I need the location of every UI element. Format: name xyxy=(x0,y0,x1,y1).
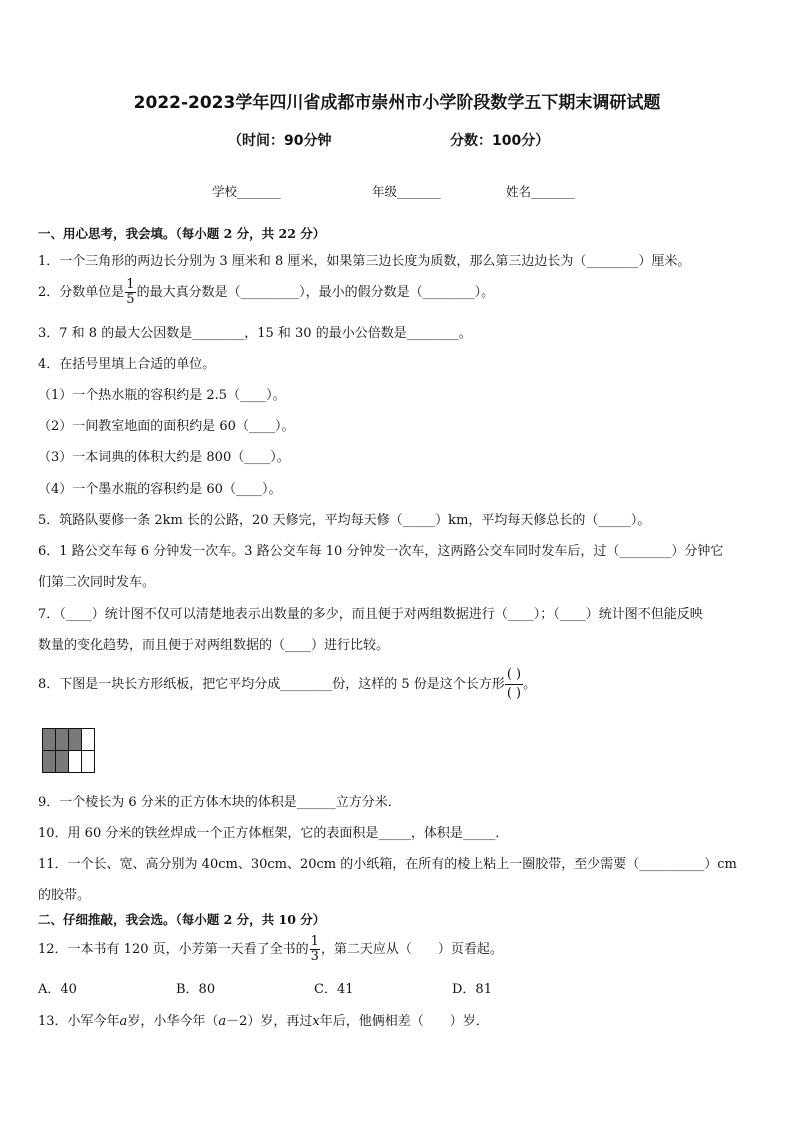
fraction-denominator: ( ) xyxy=(506,686,522,701)
q13-text-c: －2）岁，再过 xyxy=(226,1014,313,1029)
grid-cell-shaded xyxy=(56,729,69,751)
question-9: 9．一个棱长为 6 分米的正方体木块的体积是______立方分米． xyxy=(38,795,401,810)
q12-option-c: C．41 xyxy=(314,982,354,997)
fraction-numerator: 1 xyxy=(126,277,135,292)
grid-row xyxy=(43,729,95,751)
fraction-blank xyxy=(505,666,523,703)
question-4-2: （2）一间教室地面的面积约是 60（____）。 xyxy=(38,419,295,434)
exam-score: 分数：100分） xyxy=(450,133,550,149)
fraction xyxy=(310,935,320,964)
name-field: 姓名_______ xyxy=(506,184,575,199)
fraction-denominator: 3 xyxy=(310,949,319,964)
question-5: 5．筑路队要修一条 2km 长的公路，20 天修完，平均每天修（_____）km，平均每天修总长的（_____）。 xyxy=(38,513,651,528)
question-4: 4．在括号里填上合适的单位。 xyxy=(38,357,216,372)
q2-text-a: 2．分数单位是 xyxy=(38,285,125,300)
variable-x: x xyxy=(312,1014,320,1029)
grid-cell-shaded xyxy=(56,751,69,773)
exam-time: （时间：90分钟 xyxy=(228,133,332,149)
page-title: 2022-2023学年四川省成都市崇州市小学阶段数学五下期末调研试题 xyxy=(133,93,661,113)
question-6-line-1: 6．1 路公交车每 6 分钟发一次车。3 路公交车每 10 分钟发一次车，这两路公交车同时发车后，过（________）分钟它 xyxy=(38,544,724,559)
variable-a: a xyxy=(218,1014,227,1029)
grid-cell-empty xyxy=(82,751,95,773)
fraction-numerator: ( ) xyxy=(505,666,523,685)
q12-option-b: B．80 xyxy=(176,982,216,997)
section-1-heading: 一、用心思考，我会填。（每小题 2 分，共 22 分） xyxy=(38,226,326,241)
grid-cell-empty xyxy=(82,729,95,751)
question-11-line-1: 11．一个长、宽、高分别为 40cm、30cm、20cm 的小纸箱，在所有的棱上粘上一圈胶带，至少需要（__________）cm xyxy=(38,857,737,872)
question-7-line-2: 数量的变化趋势，而且便于对两组数据的（____）进行比较。 xyxy=(38,638,390,653)
fraction xyxy=(125,278,135,307)
question-1: 1．一个三角形的两边长分别为 3 厘米和 8 厘米，如果第三边长度为质数，那么第三边边长为（________）厘米。 xyxy=(38,254,691,269)
question-8 xyxy=(38,666,536,703)
question-4-1: （1）一个热水瓶的容积约是 2.5（____）。 xyxy=(38,388,286,403)
grid-cell-empty xyxy=(69,751,82,773)
q8-text-b: 。 xyxy=(523,677,537,692)
school-field: 学校_______ xyxy=(212,184,281,199)
grid-cell-shaded xyxy=(43,729,56,751)
q8-text-a: 8．下图是一块长方形纸板，把它平均分成________份，这样的 5 份是这个长方形 xyxy=(38,677,505,692)
grid-cell-shaded xyxy=(69,729,82,751)
question-2 xyxy=(38,278,494,307)
question-3: 3．7 和 8 的最大公因数是________，15 和 30 的最小公倍数是________。 xyxy=(38,326,472,341)
fraction-denominator: 5 xyxy=(126,292,135,307)
q12-option-a: A．40 xyxy=(38,982,77,997)
q12-text-b: ，第二天应从（ ）页看起。 xyxy=(320,942,503,957)
question-11-line-2: 的胶带。 xyxy=(38,888,91,903)
grade-field: 年级_______ xyxy=(372,184,441,199)
variable-a: a xyxy=(119,1014,128,1029)
q13-text-b: 岁，小华今年（ xyxy=(127,1014,219,1029)
question-7-line-1: 7．（____）统计图不仅可以清楚地表示出数量的多少，而且便于对两组数据进行（____）；（____）统计图不但能反映 xyxy=(38,607,703,622)
q12-option-d: D．81 xyxy=(452,982,492,997)
section-2-heading: 二、仔细推敲，我会选。（每小题 2 分，共 10 分） xyxy=(38,912,326,927)
question-4-4: （4）一个墨水瓶的容积约是 60（____）。 xyxy=(38,482,282,497)
fraction-numerator: 1 xyxy=(310,934,319,949)
question-12 xyxy=(38,935,503,964)
grid-cell-shaded xyxy=(43,751,56,773)
q2-text-b: 的最大真分数是（_________），最小的假分数是（________）。 xyxy=(136,285,495,300)
rectangle-grid-figure xyxy=(42,728,95,773)
question-4-3: （3）一本词典的体积大约是 800（____）。 xyxy=(38,450,290,465)
question-13 xyxy=(38,1010,489,1029)
question-10: 10．用 60 分米的铁丝焊成一个正方体框架，它的表面积是_____，体积是_____． xyxy=(38,826,509,841)
question-6-line-2: 们第二次同时发车。 xyxy=(38,575,156,590)
q13-text-d: 年后，他俩相差（ ）岁． xyxy=(319,1014,489,1029)
q12-text-a: 12．一本书有 120 页，小芳第一天看了全书的 xyxy=(38,942,309,957)
q13-text-a: 13．小军今年 xyxy=(38,1014,120,1029)
grid-row xyxy=(43,751,95,773)
